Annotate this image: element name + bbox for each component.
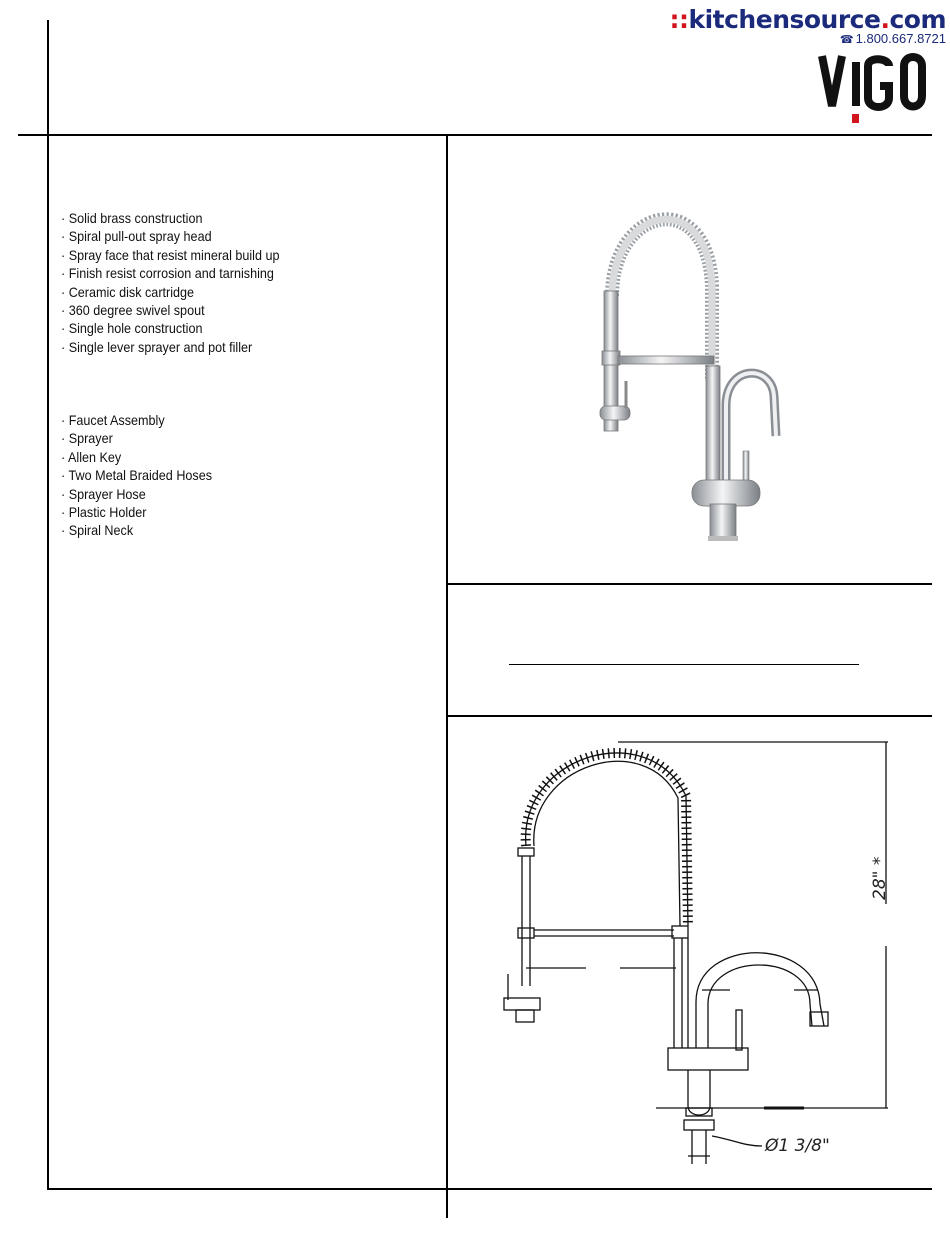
diameter-dimension-label: Ø1 3/8" [765, 1136, 830, 1156]
included-item: · Faucet Assembly [61, 412, 165, 428]
included-item: · Sprayer Hose [61, 485, 146, 502]
kitchensource-logo: ::kitchensource.com [669, 5, 946, 34]
feature-item: · Single lever sprayer and pot filler [61, 338, 253, 355]
included-item: · Spiral Neck [61, 522, 134, 539]
kitchensource-brand [669, 6, 946, 47]
telephone-icon: ☎ [839, 34, 854, 46]
vigo-logo [818, 52, 928, 128]
footer-divider-line [47, 1188, 932, 1190]
included-items-list [61, 411, 212, 540]
column-divider-line [446, 135, 448, 1218]
features-list [61, 209, 280, 356]
feature-item: · Finish resist corrosion and tarnishing [61, 265, 274, 282]
included-item: · Two Metal Braided Hoses [61, 467, 213, 484]
feature-item: · Solid brass construction [61, 210, 203, 226]
feature-item: · Single hole construction [61, 320, 203, 337]
faucet-technical-drawing [498, 736, 898, 1170]
included-item: · Sprayer [61, 430, 113, 447]
included-item: · Plastic Holder [61, 504, 147, 521]
left-border-line [47, 20, 49, 1190]
blank-field-line [509, 664, 859, 665]
drawing-top-line [447, 715, 932, 717]
included-item: · Allen Key [61, 448, 122, 465]
brand-phone-number: ☎ 1.800.667.8721 [839, 31, 946, 46]
photo-bottom-line [447, 583, 932, 585]
height-dimension-label: 28" * [870, 856, 890, 900]
faucet-product-photo [590, 196, 790, 546]
header-divider-line [18, 134, 932, 136]
feature-item: · 360 degree swivel spout [61, 302, 205, 319]
feature-item: · Spray face that resist mineral build up [61, 246, 280, 263]
feature-item: · Spiral pull-out spray head [61, 228, 212, 245]
feature-item: · Ceramic disk cartridge [61, 283, 195, 300]
